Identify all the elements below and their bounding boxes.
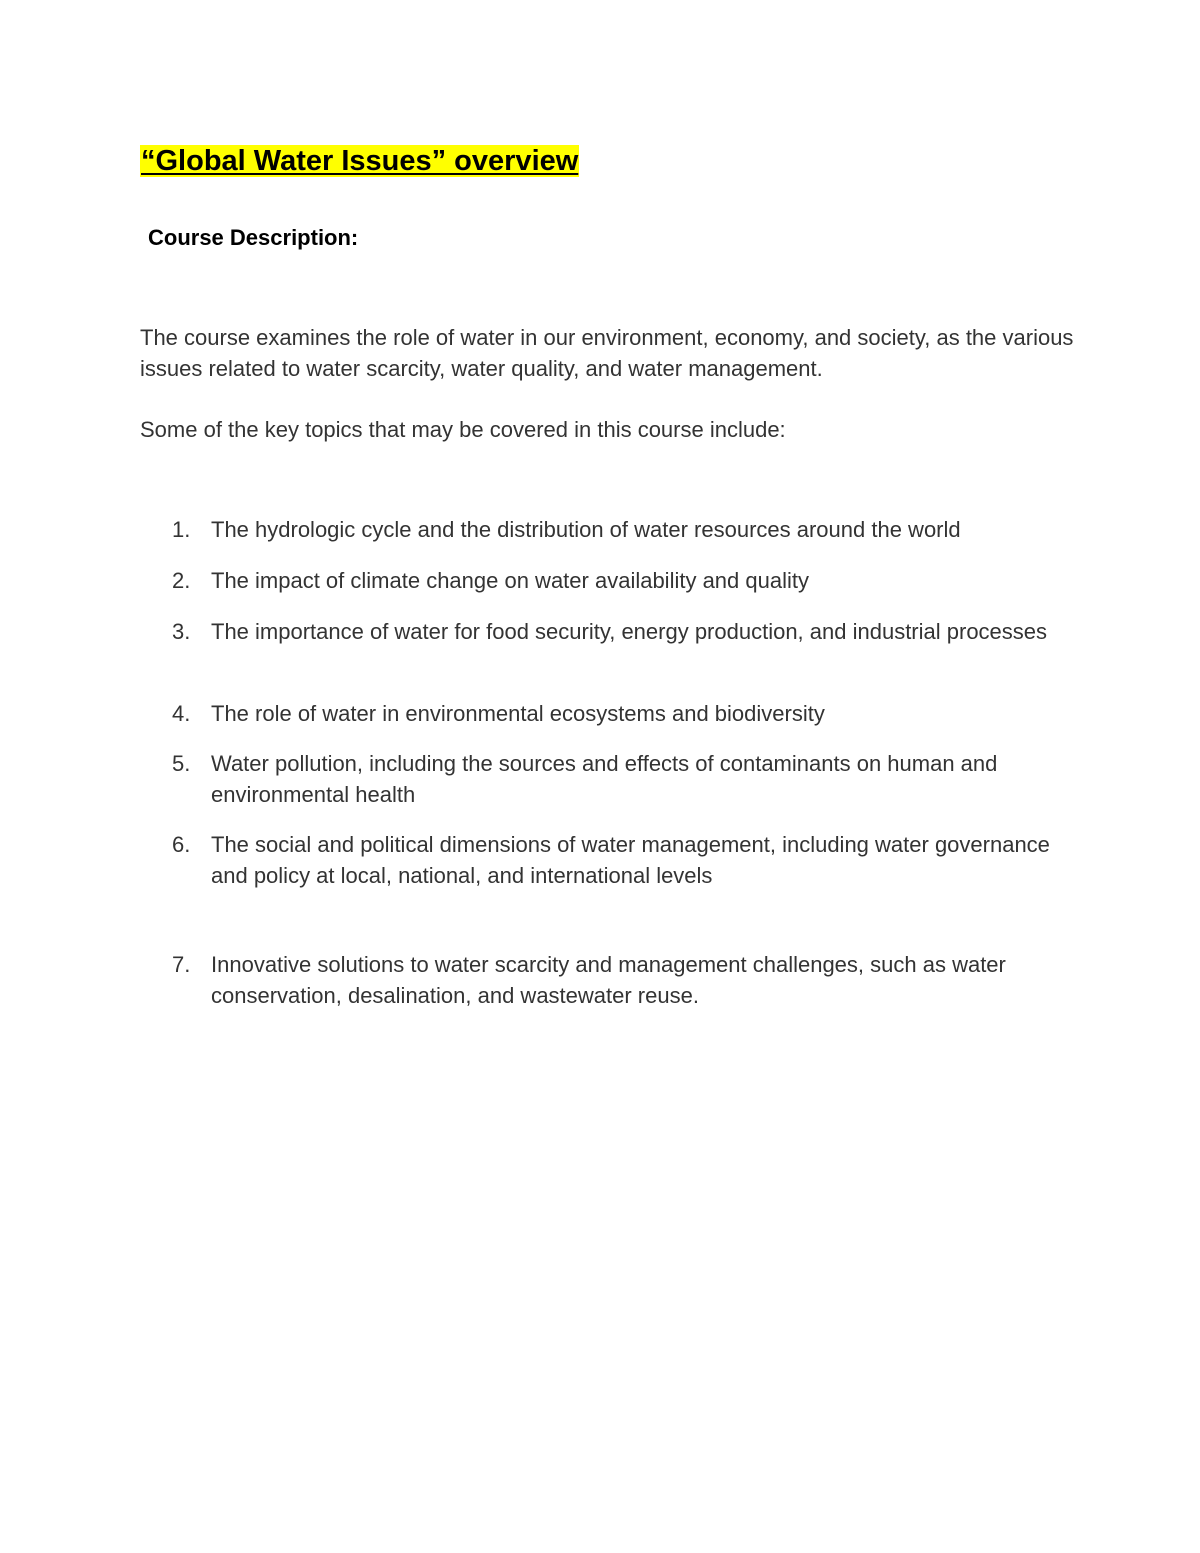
list-item-number: 2. <box>172 568 191 593</box>
list-item-text: The hydrologic cycle and the distribution of water resources around the world <box>211 517 961 542</box>
list-item-number: 6. <box>172 832 191 857</box>
title-highlight: “Global Water Issues” overview <box>141 145 579 177</box>
list-item-text: The importance of water for food security, energy production, and industrial processes <box>211 619 1048 644</box>
list-item-text: The impact of climate change on water availability and quality <box>211 568 809 593</box>
course-description-heading: Course Description: <box>148 225 359 250</box>
course-intro-paragraph: The course examines the role of water in our environment, economy, and society, as the various issues related to water scarcity, water quality, and water management. <box>140 325 1074 381</box>
list-item-number: 3. <box>172 619 191 644</box>
list-item-number: 4. <box>172 701 191 726</box>
list-item-text: The social and political dimensions of water management, including water governance and policy at local, national, and international levels <box>211 832 1050 888</box>
list-item <box>172 514 1072 545</box>
list-item <box>172 565 1072 596</box>
list-item <box>172 748 1072 810</box>
list-item-number: 1. <box>172 517 191 542</box>
list-item-number: 7. <box>172 952 191 977</box>
list-item <box>172 698 1072 729</box>
list-item-number: 5. <box>172 751 191 776</box>
list-item <box>172 949 1072 1011</box>
list-item-text: Water pollution, including the sources and effects of contaminants on human and environmental health <box>211 751 998 807</box>
list-item <box>172 616 1072 647</box>
document-title <box>140 142 579 180</box>
list-item-text: Innovative solutions to water scarcity and management challenges, such as water conservation, desalination, and wastewater reuse. <box>211 952 1006 1008</box>
topics-lead-paragraph: Some of the key topics that may be covered in this course include: <box>140 417 786 442</box>
list-item-text: The role of water in environmental ecosystems and biodiversity <box>211 701 825 726</box>
list-item <box>172 829 1072 891</box>
